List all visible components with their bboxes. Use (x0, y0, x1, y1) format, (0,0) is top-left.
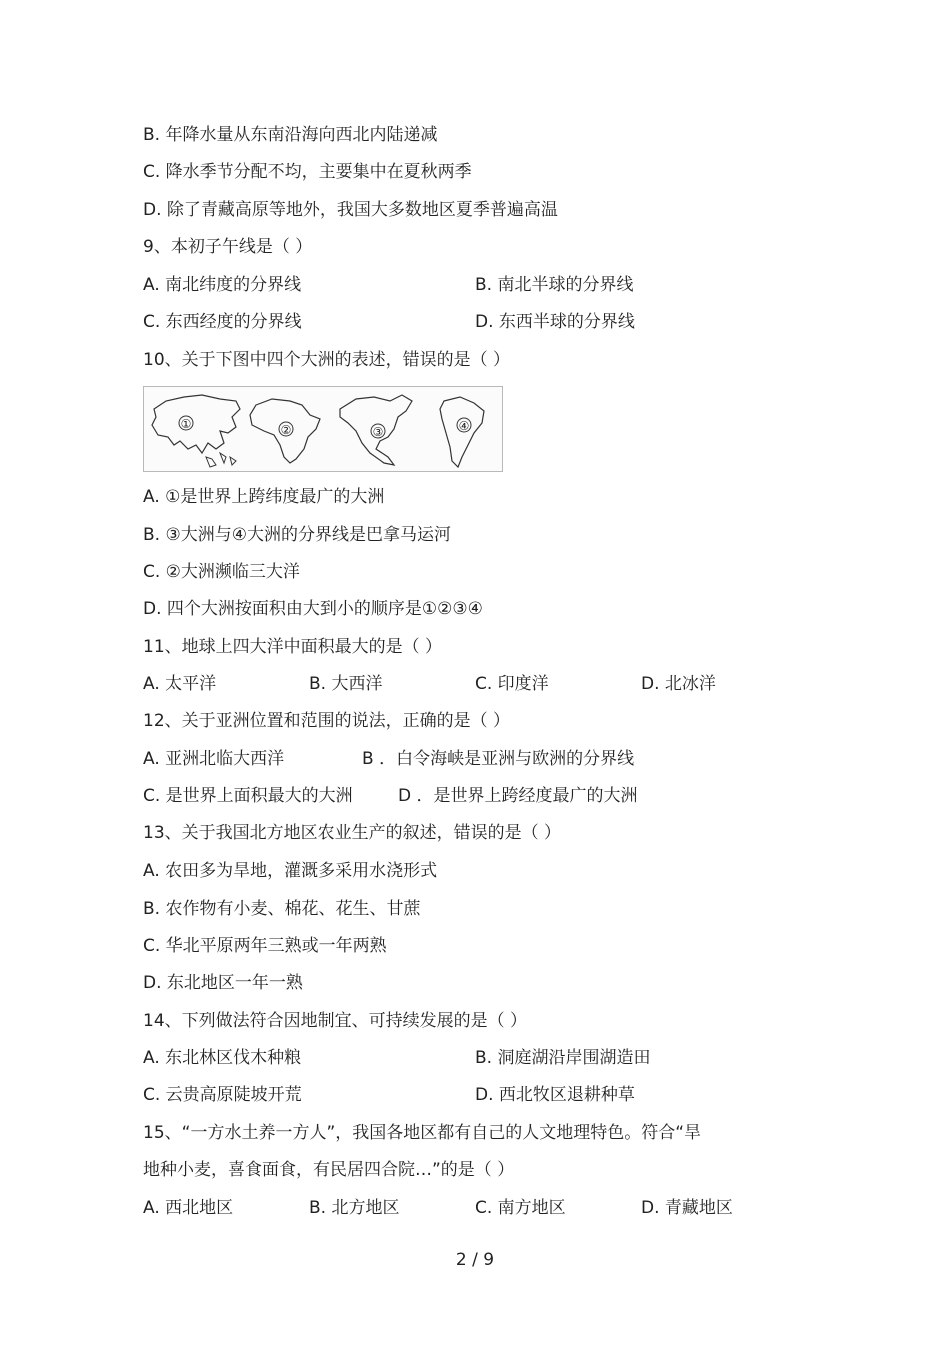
q9-option-c: C. 东西经度的分界线 (143, 312, 302, 332)
q10-option-a: A. ①是世界上跨纬度最广的大洲 (143, 487, 385, 507)
q9-option-d: D. 东西半球的分界线 (475, 312, 635, 332)
question-11: 11、地球上四大洋中面积最大的是（ ） (143, 637, 443, 657)
q14-option-c: C. 云贵高原陡坡开荒 (143, 1085, 302, 1105)
q9-option-a: A. 南北纬度的分界线 (143, 275, 302, 295)
map-label-2: ② (280, 423, 292, 437)
continents-figure (143, 386, 503, 472)
q9-option-b: B. 南北半球的分界线 (475, 275, 634, 295)
continents-map-svg (144, 387, 502, 471)
q15-option-a: A. 西北地区 (143, 1198, 234, 1218)
question-15-line-1: 15、“一方水土养一方人”，我国各地区都有自己的人文地理特色。符合“旱 (143, 1123, 702, 1143)
q14-option-a: A. 东北林区伐木种粮 (143, 1048, 302, 1068)
q13-option-c: C. 华北平原两年三熟或一年两熟 (143, 936, 387, 956)
q15-option-b: B. 北方地区 (309, 1198, 400, 1218)
q13-option-d: D. 东北地区一年一熟 (143, 973, 303, 993)
q11-option-a: A. 太平洋 (143, 674, 217, 694)
option-line: C. 降水季节分配不均，主要集中在夏秋两季 (143, 162, 472, 182)
q10-option-c: C. ②大洲濒临三大洋 (143, 562, 300, 582)
question-14: 14、下列做法符合因地制宜、可持续发展的是（ ） (143, 1011, 528, 1031)
option-line: D. 除了青藏高原等地外，我国大多数地区夏季普遍高温 (143, 200, 558, 220)
q13-option-a: A. 农田多为旱地，灌溉多采用水浇形式 (143, 861, 438, 881)
q11-option-b: B. 大西洋 (309, 674, 383, 694)
question-9: 9、本初子午线是（ ） (143, 237, 313, 257)
q12-option-d: D ．是世界上跨经度最广的大洲 (398, 786, 638, 806)
map-label-4: ④ (458, 419, 470, 433)
question-12: 12、关于亚洲位置和范围的说法，正确的是（ ） (143, 711, 511, 731)
q10-option-b: B. ③大洲与④大洲的分界线是巴拿马运河 (143, 525, 451, 545)
question-13: 13、关于我国北方地区农业生产的叙述，错误的是（ ） (143, 823, 562, 843)
q10-option-d: D. 四个大洲按面积由大到小的顺序是①②③④ (143, 599, 483, 619)
q13-option-b: B. 农作物有小麦、棉花、花生、甘蔗 (143, 899, 421, 919)
map-label-1: ① (180, 417, 192, 431)
question-15-line-2: 地种小麦，喜食面食，有民居四合院…”的是（ ） (143, 1160, 515, 1180)
q15-option-d: D. 青藏地区 (641, 1198, 733, 1218)
q12-option-a: A. 亚洲北临大西洋 (143, 749, 285, 769)
q12-option-c: C. 是世界上面积最大的大洲 (143, 786, 353, 806)
q11-option-c: C. 印度洋 (475, 674, 549, 694)
q15-option-c: C. 南方地区 (475, 1198, 566, 1218)
q14-option-b: B. 洞庭湖沿岸围湖造田 (475, 1048, 651, 1068)
q12-option-b: B ．白令海峡是亚洲与欧洲的分界线 (362, 749, 635, 769)
asia-outline (152, 395, 240, 453)
map-label-3: ③ (372, 425, 384, 439)
option-line: B. 年降水量从东南沿海向西北内陆递减 (143, 125, 438, 145)
q11-option-d: D. 北冰洋 (641, 674, 716, 694)
question-10: 10、关于下图中四个大洲的表述，错误的是（ ） (143, 350, 511, 370)
page-number: 2 / 9 (455, 1250, 495, 1270)
q14-option-d: D. 西北牧区退耕种草 (475, 1085, 635, 1105)
